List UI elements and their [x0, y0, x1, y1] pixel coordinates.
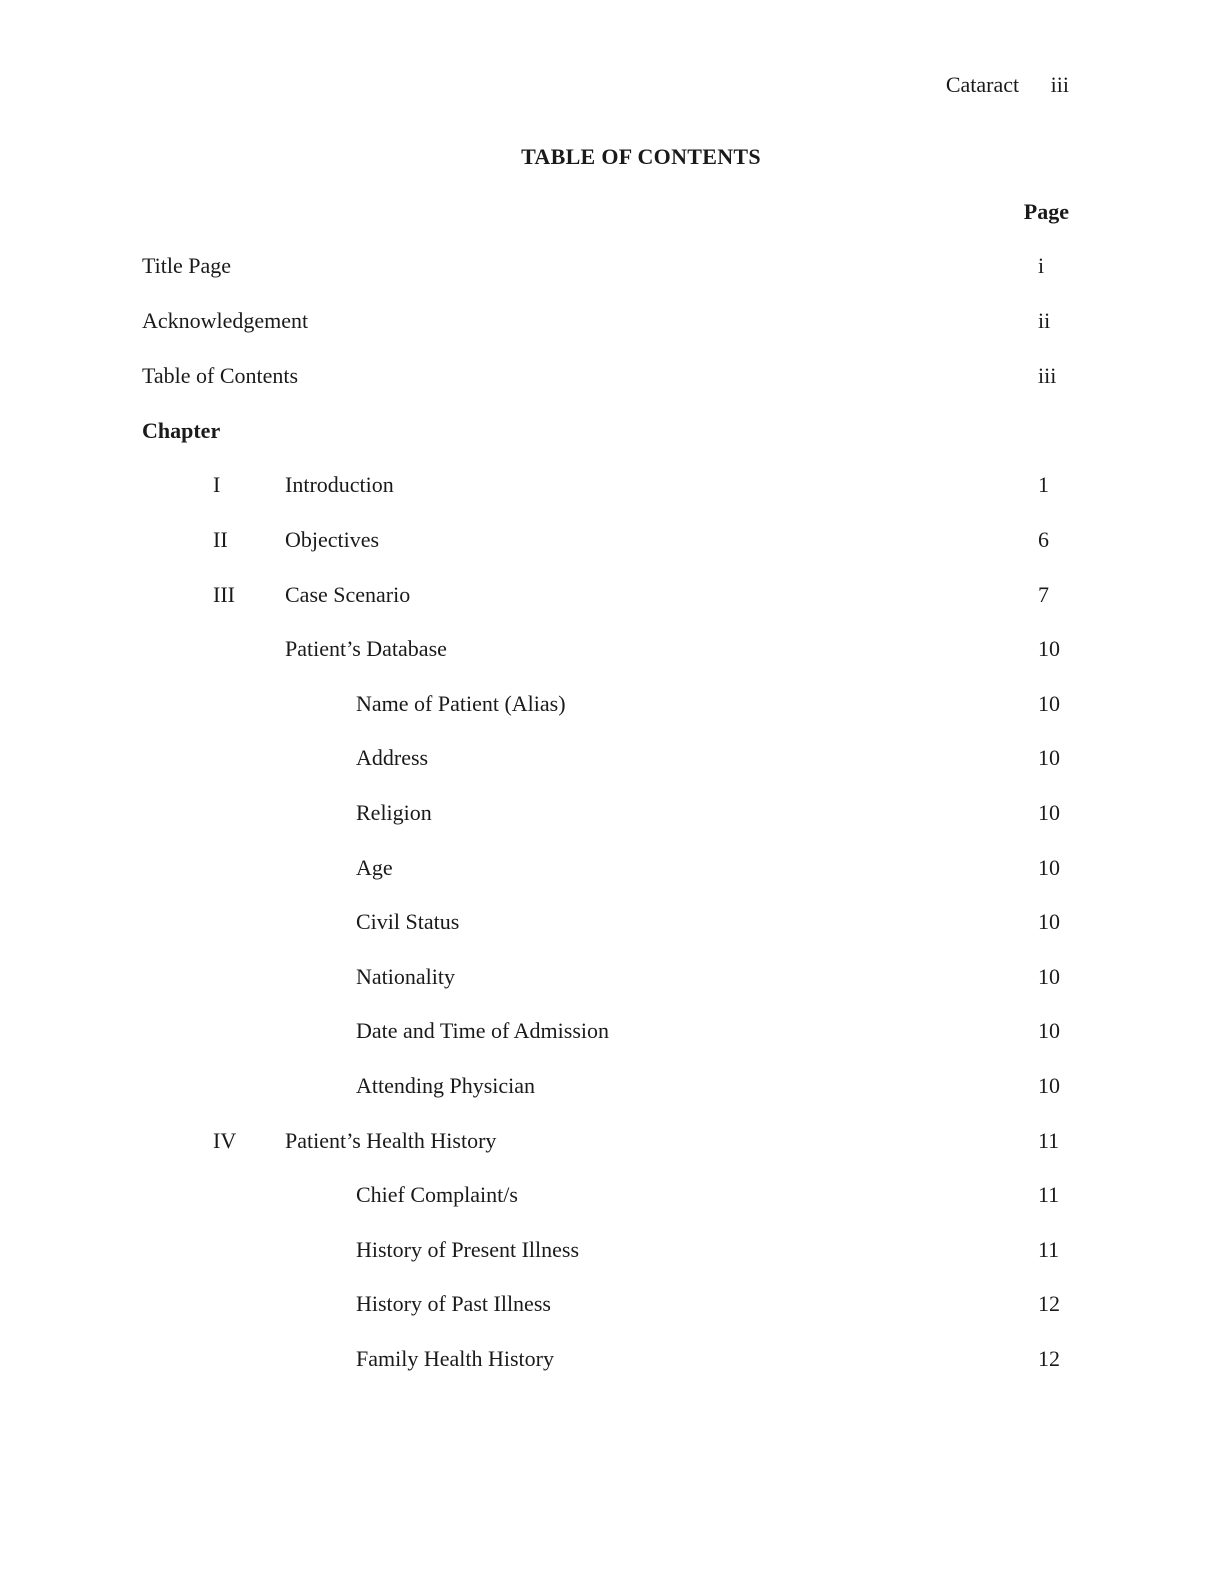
toc-entry-label: Date and Time of Admission	[356, 1018, 610, 1043]
running-page-number: iii	[1050, 72, 1069, 97]
toc-entry-page: 10	[1038, 745, 1060, 770]
toc-entry-introduction	[0, 472, 1224, 502]
toc-entry-label: Address	[356, 745, 429, 770]
toc-entry-page: ii	[1038, 308, 1051, 333]
toc-entry-page: 12	[1038, 1291, 1060, 1316]
toc-entry-label: Nationality	[356, 964, 455, 989]
toc-entry-page: 1	[1038, 472, 1049, 497]
toc-entry-history-present-illness	[0, 1237, 1224, 1267]
toc-entry-page: i	[1038, 253, 1045, 278]
toc-entry-label: Introduction	[285, 472, 394, 497]
running-header	[946, 72, 1069, 98]
toc-entry-page: 12	[1038, 1346, 1060, 1371]
toc-entry-page: 11	[1038, 1237, 1060, 1262]
toc-entry-attending-physician	[0, 1073, 1224, 1103]
toc-entry-patients-health-history	[0, 1128, 1224, 1158]
toc-entry-page: 11	[1038, 1128, 1060, 1153]
toc-entry-label: History of Present Illness	[356, 1237, 580, 1262]
toc-entry-label: Table of Contents	[142, 363, 299, 388]
toc-entry-label: Civil Status	[356, 909, 460, 934]
toc-entry-date-time-admission	[0, 1018, 1224, 1048]
toc-entry-page: 10	[1038, 636, 1060, 661]
toc-entry-name-of-patient	[0, 691, 1224, 721]
toc-entry-case-scenario	[0, 582, 1224, 612]
toc-entry-page: 7	[1038, 582, 1049, 607]
toc-entry-label: Age	[356, 855, 393, 880]
toc-entry-page: 11	[1038, 1182, 1060, 1207]
toc-entry-label: Case Scenario	[285, 582, 411, 607]
page-column-heading: Page	[1023, 199, 1069, 224]
toc-entry-patients-database	[0, 636, 1224, 666]
toc-entry-page: 10	[1038, 1018, 1060, 1043]
toc-entry-page: 10	[1038, 909, 1060, 934]
toc-entry-label: Chapter	[142, 418, 221, 443]
toc-chapter-number: I	[213, 472, 221, 497]
toc-entry-label: Name of Patient (Alias)	[356, 691, 566, 716]
toc-entry-label: Family Health History	[356, 1346, 554, 1371]
toc-chapter-number: III	[213, 582, 235, 607]
toc-entry-religion	[0, 800, 1224, 830]
toc-entry-page: iii	[1038, 363, 1057, 388]
toc-entry-label: Religion	[356, 800, 432, 825]
toc-entry-label: History of Past Illness	[356, 1291, 551, 1316]
toc-entry-history-past-illness	[0, 1291, 1224, 1321]
toc-chapter-number: II	[213, 527, 228, 552]
toc-entry-page: 6	[1038, 527, 1049, 552]
toc-entry-label: Patient’s Health History	[285, 1128, 497, 1153]
toc-entry-label: Chief Complaint/s	[356, 1182, 518, 1207]
toc-entry-page: 10	[1038, 1073, 1060, 1098]
toc-entry-label: Title Page	[142, 253, 232, 278]
toc-chapter-heading	[0, 418, 1224, 448]
toc-entry-label: Acknowledgement	[142, 308, 309, 333]
toc-entry-chief-complaints	[0, 1182, 1224, 1212]
toc-entry-nationality	[0, 964, 1224, 994]
toc-entry-label: Objectives	[285, 527, 380, 552]
toc-entry-title-page	[0, 253, 1224, 283]
toc-entry-page: 10	[1038, 964, 1060, 989]
toc-entry-page: 10	[1038, 800, 1060, 825]
toc-entry-label: Patient’s Database	[285, 636, 447, 661]
toc-entry-age	[0, 855, 1224, 885]
toc-chapter-number: IV	[213, 1128, 237, 1153]
toc-entry-table-of-contents	[0, 363, 1224, 393]
toc-entry-acknowledgement	[0, 308, 1224, 338]
toc-entry-page: 10	[1038, 691, 1060, 716]
toc-entry-address	[0, 745, 1224, 775]
toc-entry-page: 10	[1038, 855, 1060, 880]
page-title: TABLE OF CONTENTS	[521, 144, 761, 169]
running-title: Cataract	[945, 72, 1020, 97]
toc-entry-family-health-history	[0, 1346, 1224, 1376]
toc-entry-objectives	[0, 527, 1224, 557]
toc-entry-civil-status	[0, 909, 1224, 939]
toc-entry-label: Attending Physician	[356, 1073, 536, 1098]
